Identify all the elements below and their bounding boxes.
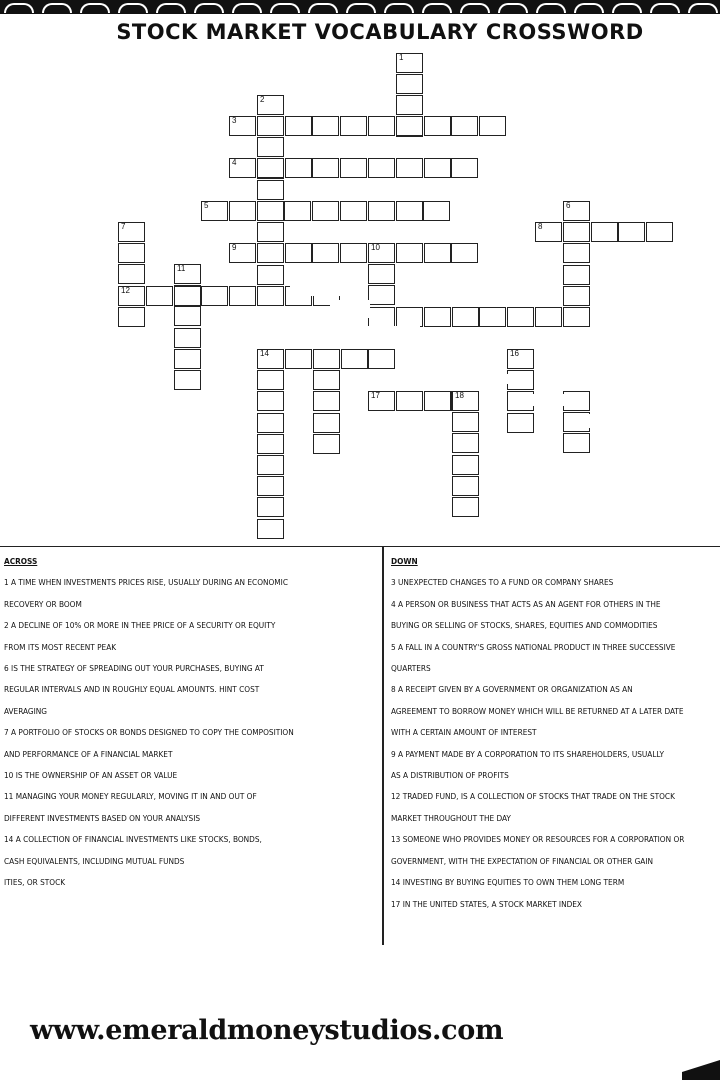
grid-cell[interactable] bbox=[424, 307, 451, 327]
image-artifact bbox=[530, 394, 580, 406]
grid-cell[interactable] bbox=[452, 412, 479, 432]
clue-line: 6 IS THE STRATEGY OF SPREADING OUT YOUR PURCHASES, BUYING AT bbox=[4, 663, 264, 674]
grid-cell[interactable] bbox=[257, 286, 284, 306]
grid-cell[interactable] bbox=[396, 116, 423, 136]
grid-cell[interactable] bbox=[257, 497, 284, 517]
grid-cell[interactable] bbox=[424, 391, 451, 411]
grid-cell[interactable] bbox=[618, 222, 645, 242]
grid-cell[interactable] bbox=[174, 328, 201, 348]
grid-cell[interactable] bbox=[229, 286, 256, 306]
grid-cell[interactable] bbox=[257, 116, 284, 136]
clue-line: 4 A PERSON OR BUSINESS THAT ACTS AS AN AGENT FOR OTHERS IN THE bbox=[391, 598, 661, 609]
grid-cell[interactable] bbox=[146, 286, 173, 306]
clue-line: 1 A TIME WHEN INVESTMENTS PRICES RISE, USUALLY DURING AN ECONOMIC bbox=[4, 577, 288, 588]
clue-line: GOVERNMENT, WITH THE EXPECTATION OF FINANCIAL OR OTHER GAIN bbox=[391, 855, 654, 866]
grid-cell[interactable] bbox=[257, 137, 284, 157]
grid-cell[interactable] bbox=[201, 286, 228, 306]
grid-cell[interactable] bbox=[452, 455, 479, 475]
clue-line: AND PERFORMANCE OF A FINANCIAL MARKET bbox=[4, 748, 173, 759]
image-artifact bbox=[360, 326, 420, 340]
grid-cell[interactable] bbox=[368, 307, 395, 327]
border-wave-decoration bbox=[194, 3, 224, 13]
grid-cell-numbered[interactable] bbox=[563, 201, 590, 221]
clue-number: 12 bbox=[121, 286, 130, 295]
clue-number: 2 bbox=[260, 95, 265, 104]
grid-cell[interactable] bbox=[257, 434, 284, 454]
clue-number: 17 bbox=[371, 391, 380, 400]
grid-cell[interactable] bbox=[118, 264, 145, 284]
grid-cell[interactable] bbox=[257, 413, 284, 433]
grid-cell[interactable] bbox=[340, 243, 367, 263]
grid-cell[interactable] bbox=[341, 349, 368, 369]
clue-line: MARKET THROUGHOUT THE DAY bbox=[391, 812, 511, 823]
grid-cell[interactable] bbox=[312, 243, 339, 263]
down-heading: DOWN bbox=[391, 556, 418, 566]
clue-line: 13 SOMEONE WHO PROVIDES MONEY OR RESOURCES FOR A CORPORATION OR bbox=[391, 834, 685, 845]
clue-line: 14 INVESTING BY BUYING EQUITIES TO OWN THEM LONG TERM bbox=[391, 877, 625, 888]
grid-cell[interactable] bbox=[257, 391, 284, 411]
border-wave-decoration bbox=[612, 3, 642, 13]
grid-cell[interactable] bbox=[451, 116, 478, 136]
border-wave-decoration bbox=[232, 3, 262, 13]
grid-cell[interactable] bbox=[452, 497, 479, 517]
grid-cell-numbered[interactable] bbox=[535, 222, 562, 242]
grid-cell[interactable] bbox=[285, 349, 312, 369]
grid-cell-numbered[interactable] bbox=[229, 116, 256, 136]
clue-line: BUYING OR SELLING OF STOCKS, SHARES, EQUITIES AND COMMODITIES bbox=[391, 620, 658, 631]
grid-cell[interactable] bbox=[340, 116, 367, 136]
grid-cell[interactable] bbox=[312, 116, 339, 136]
border-wave-decoration bbox=[460, 3, 490, 13]
clue-line: RECOVERY OR BOOM bbox=[4, 598, 82, 609]
grid-cell[interactable] bbox=[257, 243, 284, 263]
clue-line: DIFFERENT INVESTMENTS BASED ON YOUR ANALYSIS bbox=[4, 812, 201, 823]
image-artifact bbox=[570, 414, 600, 428]
grid-cell[interactable] bbox=[285, 116, 312, 136]
border-wave-decoration bbox=[270, 3, 300, 13]
grid-cell[interactable] bbox=[313, 349, 340, 369]
border-wave-decoration bbox=[688, 3, 718, 13]
clue-line: 8 A RECEIPT GIVEN BY A GOVERNMENT OR ORGANIZATION AS AN bbox=[391, 684, 633, 695]
clue-number: 5 bbox=[204, 201, 209, 210]
border-wave-decoration bbox=[498, 3, 528, 13]
clue-line: 17 IN THE UNITED STATES, A STOCK MARKET INDEX bbox=[391, 898, 582, 909]
grid-cell[interactable] bbox=[257, 370, 284, 390]
crossword-grid bbox=[0, 44, 720, 544]
grid-cell[interactable] bbox=[452, 307, 479, 327]
grid-cell[interactable] bbox=[340, 158, 367, 178]
clue-line: 12 TRADED FUND, IS A COLLECTION OF STOCKS THAT TRADE ON THE STOCK bbox=[391, 791, 675, 802]
grid-cell[interactable] bbox=[535, 307, 562, 327]
clue-number: 4 bbox=[232, 158, 237, 167]
border-wave-decoration bbox=[422, 3, 452, 13]
grid-cell[interactable] bbox=[257, 455, 284, 475]
clue-number: 9 bbox=[232, 243, 237, 252]
grid-cell[interactable] bbox=[313, 391, 340, 411]
grid-cell[interactable] bbox=[257, 180, 284, 200]
grid-cell[interactable] bbox=[284, 201, 311, 221]
grid-cell[interactable] bbox=[396, 158, 423, 178]
grid-cell[interactable] bbox=[313, 413, 340, 433]
grid-cell[interactable] bbox=[285, 243, 312, 263]
image-artifact bbox=[330, 300, 370, 318]
clue-line: FROM ITS MOST RECENT PEAK bbox=[4, 641, 117, 652]
grid-cell[interactable] bbox=[312, 158, 339, 178]
clue-number: 7 bbox=[121, 222, 126, 231]
clue-line: 5 A FALL IN A COUNTRY'S GROSS NATIONAL PRODUCT IN THREE SUCCESSIVE bbox=[391, 641, 676, 652]
grid-cell[interactable] bbox=[368, 201, 395, 221]
grid-cell[interactable] bbox=[451, 243, 478, 263]
clue-line: WITH A CERTAIN AMOUNT OF INTEREST bbox=[391, 727, 537, 738]
border-wave-decoration bbox=[574, 3, 604, 13]
grid-cell[interactable] bbox=[313, 370, 340, 390]
decorative-corner bbox=[682, 1060, 720, 1080]
clue-line: 11 MANAGING YOUR MONEY REGULARLY, MOVING IT IN AND OUT OF bbox=[4, 791, 257, 802]
grid-cell-numbered[interactable] bbox=[174, 264, 201, 284]
clue-divider bbox=[382, 547, 384, 945]
grid-cell[interactable] bbox=[563, 286, 590, 306]
image-artifact bbox=[420, 349, 470, 367]
across-clues bbox=[4, 551, 378, 894]
grid-cell[interactable] bbox=[396, 201, 423, 221]
clue-line: AS A DISTRIBUTION OF PROFITS bbox=[391, 770, 509, 781]
page-title: STOCK MARKET VOCABULARY CROSSWORD bbox=[116, 20, 644, 44]
clue-number: 10 bbox=[371, 243, 380, 252]
clue-number: 6 bbox=[566, 201, 571, 210]
border-wave-decoration bbox=[308, 3, 338, 13]
clue-line: QUARTERS bbox=[391, 663, 431, 674]
border-wave-decoration bbox=[536, 3, 566, 13]
clue-line: CASH EQUIVALENTS, INCLUDING MUTUAL FUNDS bbox=[4, 855, 185, 866]
decorative-top-border bbox=[0, 0, 720, 14]
grid-cell[interactable] bbox=[229, 201, 256, 221]
grid-cell-numbered[interactable] bbox=[229, 158, 256, 178]
grid-cell[interactable] bbox=[563, 265, 590, 285]
border-wave-decoration bbox=[42, 3, 72, 13]
grid-cell[interactable] bbox=[257, 201, 284, 221]
grid-cell-numbered[interactable] bbox=[229, 243, 256, 263]
grid-cell[interactable] bbox=[285, 158, 312, 178]
grid-cell-numbered[interactable] bbox=[118, 222, 145, 242]
clue-line: AVERAGING bbox=[4, 705, 47, 716]
grid-cell[interactable] bbox=[396, 243, 423, 263]
border-wave-decoration bbox=[80, 3, 110, 13]
grid-cell[interactable] bbox=[507, 413, 534, 433]
grid-cell[interactable] bbox=[257, 158, 284, 178]
clue-line: 7 A PORTFOLIO OF STOCKS OR BONDS DESIGNED TO COPY THE COMPOSITION bbox=[4, 727, 294, 738]
image-artifact bbox=[290, 274, 350, 296]
website-url: www.emeraldmoneystudios.com bbox=[30, 1015, 504, 1046]
grid-cell-numbered[interactable] bbox=[452, 391, 479, 411]
clue-number: 18 bbox=[455, 391, 464, 400]
border-wave-decoration bbox=[346, 3, 376, 13]
grid-cell[interactable] bbox=[424, 158, 451, 178]
grid-cell[interactable] bbox=[368, 116, 395, 136]
border-wave-decoration bbox=[156, 3, 186, 13]
grid-cell[interactable] bbox=[563, 433, 590, 453]
clue-line: AGREEMENT TO BORROW MONEY WHICH WILL BE RETURNED AT A LATER DATE bbox=[391, 705, 684, 716]
grid-cell[interactable] bbox=[368, 264, 395, 284]
clue-number: 14 bbox=[260, 349, 269, 358]
clue-line: 10 IS THE OWNERSHIP OF AN ASSET OR VALUE bbox=[4, 770, 178, 781]
clue-line: 2 A DECLINE OF 10% OR MORE IN THEE PRICE OF A SECURITY OR EQUITY bbox=[4, 620, 276, 631]
clue-number: 16 bbox=[510, 349, 519, 358]
grid-cell-numbered[interactable] bbox=[368, 243, 395, 263]
grid-cell[interactable] bbox=[396, 95, 423, 115]
grid-cell-numbered[interactable] bbox=[201, 201, 228, 221]
down-clues bbox=[391, 551, 720, 915]
grid-cell-numbered[interactable] bbox=[257, 349, 284, 369]
grid-cell[interactable] bbox=[257, 519, 284, 539]
grid-cell[interactable] bbox=[563, 307, 590, 327]
grid-cell[interactable] bbox=[423, 201, 450, 221]
grid-cell-numbered[interactable] bbox=[118, 286, 145, 306]
grid-cell[interactable] bbox=[174, 349, 201, 369]
grid-cell[interactable] bbox=[313, 434, 340, 454]
grid-cell[interactable] bbox=[507, 307, 534, 327]
grid-cell[interactable] bbox=[452, 433, 479, 453]
grid-cell[interactable] bbox=[174, 286, 201, 306]
clue-line: 9 A PAYMENT MADE BY A CORPORATION TO ITS SHAREHOLDERS, USUALLY bbox=[391, 748, 664, 759]
border-wave-decoration bbox=[118, 3, 148, 13]
grid-cell[interactable] bbox=[451, 158, 478, 178]
grid-cell[interactable] bbox=[563, 243, 590, 263]
grid-cell[interactable] bbox=[118, 243, 145, 263]
clue-number: 11 bbox=[177, 264, 186, 273]
grid-cell[interactable] bbox=[646, 222, 673, 242]
clue-number: 8 bbox=[538, 222, 543, 231]
grid-cell[interactable] bbox=[368, 158, 395, 178]
image-artifact bbox=[470, 374, 510, 384]
grid-cell-numbered[interactable] bbox=[257, 95, 284, 115]
border-wave-decoration bbox=[4, 3, 34, 13]
grid-cell[interactable] bbox=[312, 201, 339, 221]
clue-number: 3 bbox=[232, 116, 237, 125]
clue-line: 3 UNEXPECTED CHANGES TO A FUND OR COMPANY SHARES bbox=[391, 577, 614, 588]
clue-number: 1 bbox=[399, 53, 404, 62]
grid-cell[interactable] bbox=[368, 349, 395, 369]
grid-cell-numbered[interactable] bbox=[396, 53, 423, 73]
grid-cell-numbered[interactable] bbox=[368, 391, 395, 411]
grid-cell[interactable] bbox=[174, 306, 201, 326]
grid-cell[interactable] bbox=[479, 116, 506, 136]
grid-cell[interactable] bbox=[591, 222, 618, 242]
grid-cell[interactable] bbox=[257, 476, 284, 496]
clue-line: REGULAR INTERVALS AND IN ROUGHLY EQUAL AMOUNTS. HINT COST bbox=[4, 684, 260, 695]
grid-cell[interactable] bbox=[396, 307, 423, 327]
grid-cell[interactable] bbox=[424, 116, 451, 136]
grid-cell[interactable] bbox=[118, 307, 145, 327]
across-heading: ACROSS bbox=[4, 556, 38, 566]
border-wave-decoration bbox=[650, 3, 680, 13]
grid-cell[interactable] bbox=[479, 307, 506, 327]
grid-cell[interactable] bbox=[452, 476, 479, 496]
grid-cell[interactable] bbox=[396, 391, 423, 411]
grid-cell[interactable] bbox=[340, 201, 367, 221]
grid-cell[interactable] bbox=[396, 74, 423, 94]
clues-section bbox=[0, 546, 720, 945]
clue-line: ITIES, OR STOCK bbox=[4, 877, 66, 888]
grid-cell[interactable] bbox=[563, 222, 590, 242]
grid-cell[interactable] bbox=[257, 222, 284, 242]
grid-cell[interactable] bbox=[368, 285, 395, 305]
grid-cell[interactable] bbox=[507, 370, 534, 390]
grid-cell-numbered[interactable] bbox=[507, 349, 534, 369]
border-wave-decoration bbox=[384, 3, 414, 13]
grid-cell[interactable] bbox=[174, 370, 201, 390]
clue-line: 14 A COLLECTION OF FINANCIAL INVESTMENTS LIKE STOCKS, BONDS, bbox=[4, 834, 262, 845]
grid-cell[interactable] bbox=[257, 265, 284, 285]
grid-cell[interactable] bbox=[424, 243, 451, 263]
